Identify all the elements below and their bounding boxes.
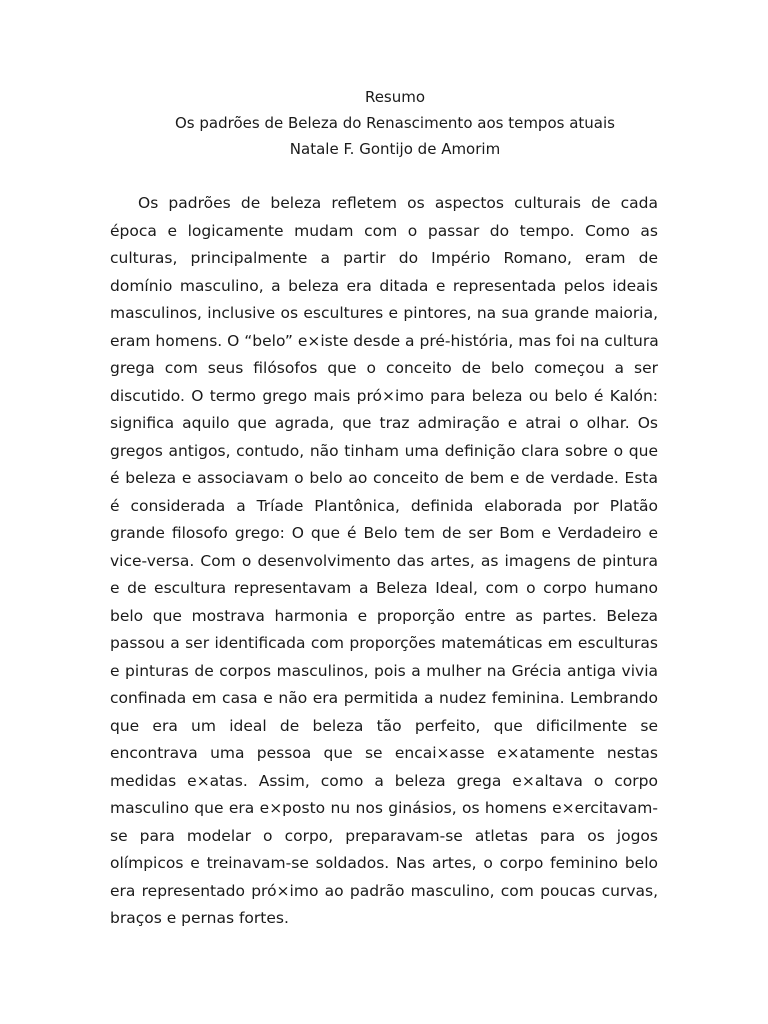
- paragraph-line: é considerada a Tríade Plantônica, definida elaborada por Platão: [110, 496, 658, 515]
- paragraph-line: significa aquilo que agrada, que traz admiração e atrai o olhar. Os: [110, 414, 658, 432]
- document-title: Resumo: [364, 88, 426, 106]
- paragraph-line: era representado pró×imo ao padrão masculino, com poucas curvas,: [110, 881, 658, 900]
- paragraph-line: e de escultura representavam a Beleza Ideal, com o corpo humano: [110, 579, 658, 597]
- paragraph-line: domínio masculino, a beleza era ditada e representada pelos ideais: [110, 276, 658, 295]
- paragraph-line: passou a ser identificada com proporções matemáticas em esculturas: [110, 634, 658, 652]
- paragraph-line: olímpicos e treinavam-se soldados. Nas artes, o corpo feminino belo: [110, 854, 658, 872]
- paragraph-line: se para modelar o corpo, preparavam-se atletas para os jogos: [110, 826, 658, 845]
- paragraph-line: é beleza e associavam o belo ao conceito de bem e de verdade. Esta: [110, 469, 658, 487]
- paragraph-line: grande filosofo grego: O que é Belo tem de ser Bom e Verdadeiro e: [110, 524, 658, 542]
- paragraph-line: belo que mostrava harmonia e proporção entre as partes. Beleza: [110, 606, 658, 625]
- paragraph-line: grega com seus filósofos que o conceito de belo começou a ser: [110, 359, 658, 377]
- document-header: [0, 84, 768, 162]
- paragraph-line: masculinos, inclusive os escultures e pintores, na sua grande maioria,: [110, 304, 658, 322]
- paragraph-line: confinada em casa e não era permitida a nudez feminina. Lembrando: [110, 689, 658, 707]
- paragraph-line: eram homens. O “belo” e×iste desde a pré-história, mas foi na cultura: [110, 331, 659, 350]
- paragraph-line: medidas e×atas. Assim, como a beleza grega e×altava o corpo: [110, 771, 658, 790]
- paragraph-line: discutido. O termo grego mais pró×imo para beleza ou belo é Kalón:: [110, 386, 658, 405]
- paragraph-line: vice-versa. Com o desenvolvimento das artes, as imagens de pintura: [110, 551, 658, 570]
- paragraph-line: encontrava uma pessoa que se encai×asse e×atamente nestas: [110, 744, 658, 762]
- paragraph-line: gregos antigos, contudo, não tinham uma definição clara sobre o que: [110, 441, 658, 460]
- document-subtitle: Os padrões de Beleza do Renascimento aos tempos atuais: [175, 114, 615, 132]
- paragraph-line: época e logicamente mudam com o passar do tempo. Como as: [110, 221, 658, 240]
- paragraph-line: masculino que era e×posto nu nos ginásios, os homens e×ercitavam-: [110, 799, 658, 817]
- body-paragraph: [110, 190, 658, 933]
- paragraph-line: que era um ideal de beleza tão perfeito, que dificilmente se: [110, 716, 658, 735]
- paragraph-line: Os padrões de beleza refletem os aspectos culturais de cada: [138, 194, 658, 212]
- document-author: Natale F. Gontijo de Amorim: [289, 140, 501, 158]
- paragraph-line: culturas, principalmente a partir do Império Romano, eram de: [110, 249, 658, 267]
- paragraph-line: e pinturas de corpos masculinos, pois a mulher na Grécia antiga vivia: [110, 661, 658, 680]
- paragraph-line: braços e pernas fortes.: [110, 909, 289, 927]
